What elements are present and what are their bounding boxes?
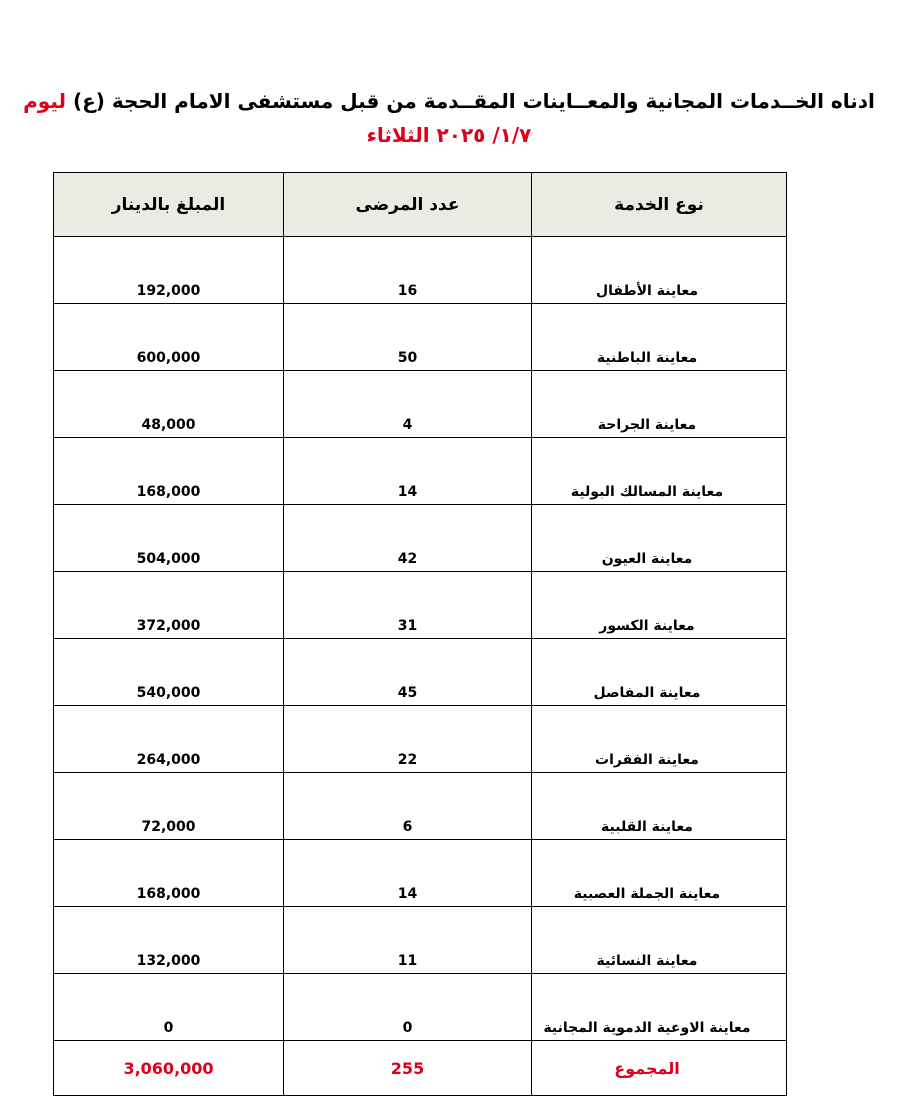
table-row — [54, 505, 787, 572]
row-amount: 372,000 — [54, 572, 284, 639]
table-row — [54, 237, 787, 304]
table-row — [54, 639, 787, 706]
row-service: معاينة الجملة العصبية — [532, 840, 787, 907]
row-patients: 6 — [284, 773, 532, 840]
row-service: معاينة المفاصل — [532, 639, 787, 706]
title-line-1 — [20, 84, 878, 118]
table-row — [54, 706, 787, 773]
table-row — [54, 304, 787, 371]
title-date: ١/٧/ ٢٠٢٥ الثلاثاء — [366, 123, 532, 147]
row-amount: 504,000 — [54, 505, 284, 572]
row-amount: 168,000 — [54, 438, 284, 505]
row-patients: 42 — [284, 505, 532, 572]
row-patients: 14 — [284, 438, 532, 505]
table-row — [54, 974, 787, 1041]
row-service: معاينة المسالك البولية — [532, 438, 787, 505]
row-patients: 50 — [284, 304, 532, 371]
row-patients: 11 — [284, 907, 532, 974]
table-row — [54, 773, 787, 840]
row-service: معاينة النسائية — [532, 907, 787, 974]
row-patients: 4 — [284, 371, 532, 438]
title-main-text: ادناه الخــدمات المجانية والمعــاينات المقــدمة من قبل مستشفى الامام الحجة (ع) — [72, 89, 875, 113]
total-row — [54, 1041, 787, 1096]
table-row — [54, 572, 787, 639]
row-amount: 540,000 — [54, 639, 284, 706]
table-header-row — [54, 173, 787, 237]
row-service: معاينة الاوعية الدموية المجانية — [532, 974, 787, 1041]
row-service: معاينة القلبية — [532, 773, 787, 840]
row-service: معاينة الفقرات — [532, 706, 787, 773]
table-row — [54, 438, 787, 505]
row-patients: 45 — [284, 639, 532, 706]
row-service: معاينة الكسور — [532, 572, 787, 639]
header-amount: المبلغ بالدينار — [54, 173, 284, 237]
row-patients: 14 — [284, 840, 532, 907]
header-service-type: نوع الخدمة — [532, 173, 787, 237]
total-label: المجموع — [532, 1041, 787, 1096]
row-amount: 132,000 — [54, 907, 284, 974]
page-title — [20, 84, 878, 152]
table-row — [54, 840, 787, 907]
header-patient-count: عدد المرضى — [284, 173, 532, 237]
row-service: معاينة الأطفال — [532, 237, 787, 304]
row-service: معاينة العيون — [532, 505, 787, 572]
total-patients: 255 — [284, 1041, 532, 1096]
title-day-word: ليوم — [23, 89, 67, 113]
row-amount: 264,000 — [54, 706, 284, 773]
row-amount: 600,000 — [54, 304, 284, 371]
row-amount: 48,000 — [54, 371, 284, 438]
row-patients: 16 — [284, 237, 532, 304]
row-patients: 31 — [284, 572, 532, 639]
row-patients: 22 — [284, 706, 532, 773]
row-amount: 192,000 — [54, 237, 284, 304]
services-table — [53, 172, 787, 1096]
row-amount: 0 — [54, 974, 284, 1041]
table-row — [54, 907, 787, 974]
total-amount: 3,060,000 — [54, 1041, 284, 1096]
row-service: معاينة الباطنية — [532, 304, 787, 371]
row-amount: 168,000 — [54, 840, 284, 907]
table-row — [54, 371, 787, 438]
row-service: معاينة الجراحة — [532, 371, 787, 438]
row-patients: 0 — [284, 974, 532, 1041]
row-amount: 72,000 — [54, 773, 284, 840]
